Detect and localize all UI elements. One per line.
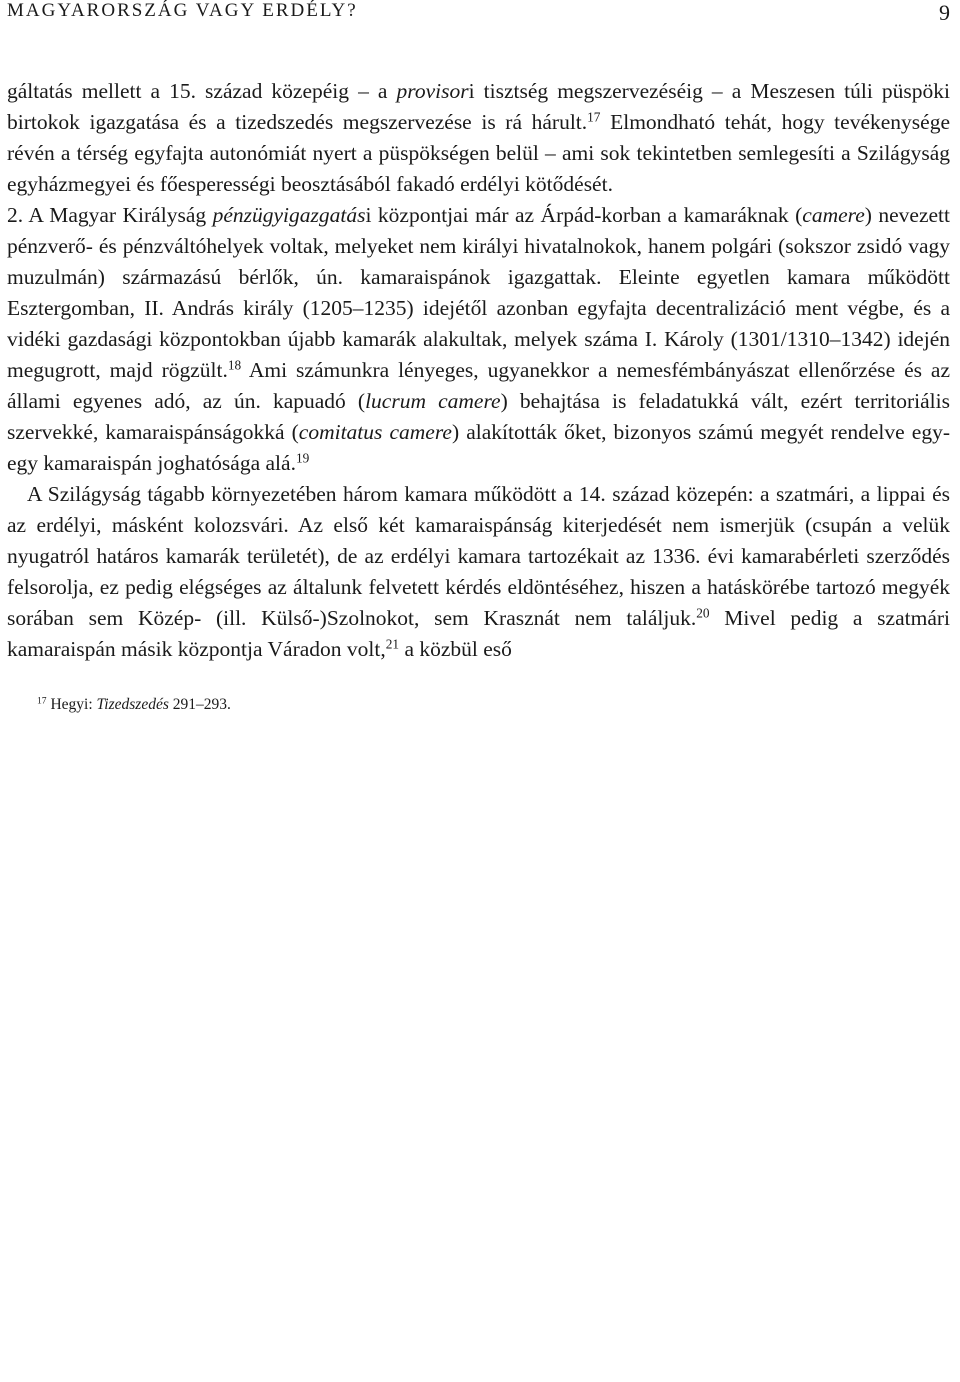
text-run: ) nevezett pénzverő- és pénzváltóhelyek voltak, melyeket nem királyi hivatalnokok, hanem polgári (sokszor zsidó vagy muzulmán) származású bérlők, ún. kamaraispánok igazgattak. Eleinte egyetlen kamara működött Esztergomban, II. András király (1205–1235) idejétől azonban egyfajta decentralizáció ment végbe, és a vidéki gazdasági központokban újabb kamarák alakultak, melyek száma I. Károly (1301/1310–1342) idején megugrott, majd rögzült. xyxy=(7,203,951,382)
page-header xyxy=(7,0,950,40)
italic-text: Tizedszedés xyxy=(96,696,169,713)
footnote-ref: 17 xyxy=(37,695,47,707)
paragraph xyxy=(7,76,950,200)
text-run: 2. A Magyar Királyság xyxy=(7,203,213,227)
footnote-ref: 21 xyxy=(385,636,400,652)
italic-text: camere xyxy=(802,203,865,227)
italic-text: comitatus camere xyxy=(298,420,452,444)
text-run: i tisztség megszervezéséig – a Meszesen túli püspöki birtokok igazgatása és a tizedszedés megszervezése is rá hárult. xyxy=(7,79,950,134)
footnote-17 xyxy=(7,694,950,716)
text-run: Elmondható tehát, hogy tevékenysége révén a térség egyfajta autonómiát nyert a püspökségen belül – ami sok tekintetben semlegesíti a Szilágyság egyházmegyei és főesperességi beosztásából fakadó erdélyi kötődését. xyxy=(7,110,950,196)
footnotes xyxy=(7,694,950,716)
main-text xyxy=(7,76,950,665)
text-run: Ami számunkra lényeges, ugyanekkor a nemesfémbányászat ellenőrzése és az állami egyenes adó, az ún. kapuadó ( xyxy=(7,358,950,413)
paragraph xyxy=(7,479,950,665)
text-run: i központjai már az Árpád-korban a kamaráknak ( xyxy=(365,203,803,227)
running-title: MAGYARORSZÁG VAGY ERDÉLY? xyxy=(7,0,358,21)
italic-text: provisor xyxy=(396,79,469,103)
footnote-ref: 19 xyxy=(295,450,310,466)
text-run: A Szilágyság tágabb környezetében három kamara működött a 14. század közepén: a szatmári, a lippai és az erdélyi, másként kolozsvári. Az első két kamaraispánság kiterjedését nem ismerjük (csupán a velük nyugatról határos kamarák területét), de az erdélyi kamara tartozékait az 1336. évi kamarabérleti szerződés felsorolja, ez pedig elégséges az általunk felvetett kérdés eldöntéséhez, hiszen a hatáskörébe tartozó megyék sorában sem Közép- (ill. Külső-)Szolnokot, sem Krasznát nem találjuk. xyxy=(7,482,950,630)
text-run: Mivel pedig a szatmári kamaraispán másik központja Váradon volt, xyxy=(7,606,950,661)
text-run: ) alakították őket, bizonyos számú megyét rendelve egy-egy kamaraispán joghatósága alá. xyxy=(7,420,950,475)
text-run: gáltatás mellett a 15. század közepéig – a xyxy=(7,79,397,103)
paragraph xyxy=(7,200,950,479)
footnote-ref: 20 xyxy=(696,605,710,621)
text-run: ) behajtása is feladatukká vált, ezért territoriális szervekké, kamaraispánságokká ( xyxy=(7,389,950,444)
footnote-ref: 17 xyxy=(587,109,601,125)
text-run: 291–293. xyxy=(168,696,231,713)
text-run: a közbül eső xyxy=(399,637,512,661)
text-run: Hegyi: xyxy=(46,696,97,713)
italic-text: lucrum camere xyxy=(365,389,501,413)
page-number: 9 xyxy=(939,0,950,25)
footnote-ref: 18 xyxy=(227,357,242,373)
italic-text: pénzügyigazgatás xyxy=(212,203,366,227)
